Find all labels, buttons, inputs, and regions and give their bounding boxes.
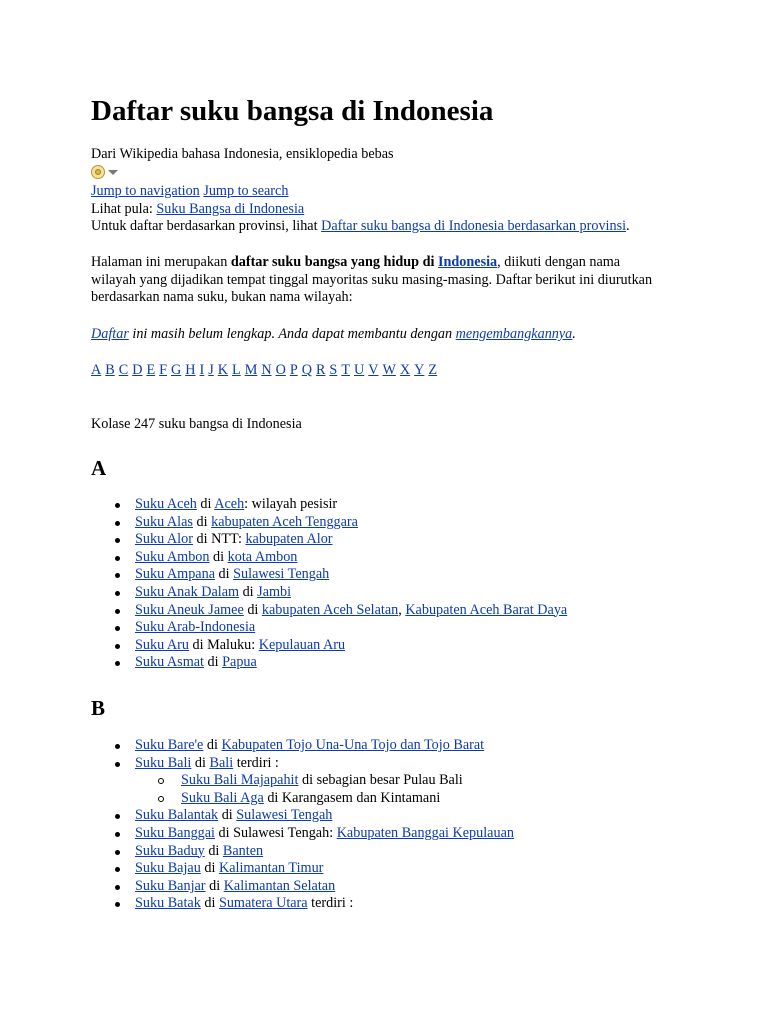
suku-link[interactable]: Suku Aru: [135, 636, 189, 653]
region-link[interactable]: Aceh: [214, 496, 245, 512]
suku-link[interactable]: Suku Bali Aga: [181, 789, 264, 806]
region-link[interactable]: Kepulauan Aru: [258, 636, 346, 653]
suku-link[interactable]: Suku Baduy: [135, 842, 205, 859]
suku-link[interactable]: Suku Bajau: [135, 860, 201, 877]
section-heading-b: B: [91, 696, 106, 720]
chevron-down-icon[interactable]: [108, 170, 118, 175]
list-text: di: [200, 860, 219, 877]
list-text: terdiri :: [307, 895, 354, 912]
alphabet-link[interactable]: Y: [414, 362, 425, 378]
region-link[interactable]: Sulawesi Tengah: [236, 807, 333, 824]
list-text: di: [196, 496, 215, 512]
list-text: di: [191, 754, 210, 771]
suku-link[interactable]: Suku Bali: [135, 754, 192, 771]
notice-suffix: .: [572, 326, 576, 342]
see-also: [91, 201, 304, 219]
region-link[interactable]: kota Ambon: [227, 548, 298, 565]
intro-text-2: , diikuti dengan nama wilayah yang dijadikan tempat tinggal mayoritas suku masing-masing. Daftar berikut ini diurutkan berdasarkan nama suku, bukan nama wilayah:: [91, 254, 653, 306]
list-text: di sebagian besar Pulau Bali: [298, 772, 463, 789]
list-item: [91, 737, 514, 755]
alphabet-link[interactable]: S: [329, 362, 338, 378]
suku-list-b: [91, 737, 514, 913]
region-link[interactable]: Kabupaten Aceh Barat Daya: [405, 601, 568, 618]
jump-links: [91, 183, 288, 201]
list-item: [91, 531, 567, 549]
list-item: [91, 637, 567, 655]
suku-link[interactable]: Suku Anak Dalam: [135, 583, 240, 600]
list-text: di: [203, 654, 223, 671]
region-link[interactable]: Kabupaten Banggai Kepulauan: [336, 824, 514, 841]
speaker-icon[interactable]: [91, 165, 105, 179]
alphabet-link[interactable]: V: [368, 362, 379, 378]
section-heading-a: A: [91, 456, 107, 480]
alphabet-link[interactable]: C: [118, 362, 129, 378]
region-link[interactable]: Banten: [222, 842, 264, 859]
list-item: [91, 878, 514, 896]
suku-link[interactable]: Suku Ampana: [135, 566, 215, 583]
region-link[interactable]: Kalimantan Timur: [218, 860, 324, 877]
list-item: [91, 654, 567, 672]
suku-link[interactable]: Suku Alor: [135, 531, 193, 548]
page-title: Daftar suku bangsa di Indonesia: [91, 95, 494, 127]
list-text: di: [243, 601, 262, 618]
alphabet-link[interactable]: K: [217, 362, 229, 378]
sub-list-item: [91, 790, 514, 808]
alphabet-link[interactable]: R: [315, 362, 326, 378]
tagline: Dari Wikipedia bahasa Indonesia, ensiklopedia bebas: [91, 146, 394, 162]
alphabet-link[interactable]: X: [399, 362, 411, 378]
region-link[interactable]: Bali: [209, 754, 234, 771]
alphabet-link[interactable]: Q: [301, 362, 312, 378]
list-text: di Maluku:: [189, 636, 259, 653]
notice-text: ini masih belum lengkap. Anda dapat membantu dengan: [128, 326, 456, 342]
list-item: [91, 514, 567, 532]
suku-link[interactable]: Suku Aceh: [135, 496, 197, 512]
alphabet-link[interactable]: O: [275, 362, 286, 378]
alphabet-link[interactable]: N: [261, 362, 272, 378]
list-item: [91, 807, 514, 825]
list-text: terdiri :: [233, 754, 279, 771]
alphabet-link[interactable]: M: [244, 362, 258, 378]
province-note: [91, 218, 630, 236]
alphabet-link[interactable]: U: [353, 362, 365, 378]
list-item: [91, 496, 567, 514]
list-text: di: [192, 513, 212, 530]
list-item: [91, 825, 514, 843]
list-text: di: [203, 737, 222, 753]
list-text: di Sulawesi Tengah:: [215, 824, 337, 841]
suku-link[interactable]: Suku Bare'e: [135, 737, 204, 753]
list-text: di Karangasem dan Kintamani: [263, 789, 441, 806]
alphabet-link[interactable]: D: [132, 362, 143, 378]
list-text: di: [200, 895, 219, 912]
list-item: [91, 584, 567, 602]
alphabet-link[interactable]: E: [146, 362, 156, 378]
suku-link[interactable]: Suku Bali Majapahit: [181, 772, 299, 789]
suku-link[interactable]: Suku Balantak: [135, 807, 219, 824]
suku-link[interactable]: Suku Banjar: [135, 877, 206, 894]
indonesia-link[interactable]: Indonesia: [438, 254, 498, 270]
list-text: : wilayah pesisir: [244, 496, 338, 512]
suku-link[interactable]: Suku Aneuk Jamee: [135, 601, 244, 618]
list-item: [91, 860, 514, 878]
alphabet-link[interactable]: W: [382, 362, 396, 378]
list-text: di NTT:: [192, 531, 246, 548]
region-link[interactable]: Sumatera Utara: [218, 895, 308, 912]
alphabet-link[interactable]: L: [232, 362, 241, 378]
image-caption: Kolase 247 suku bangsa di Indonesia: [91, 416, 302, 432]
intro-paragraph: [91, 254, 666, 307]
suku-list-a: [91, 496, 567, 672]
region-link[interactable]: kabupaten Aceh Selatan: [261, 601, 399, 618]
region-link[interactable]: Papua: [222, 654, 257, 671]
intro-bold: daftar suku bangsa yang hidup di: [230, 254, 438, 270]
list-text: di: [215, 566, 234, 583]
incomplete-list-notice: [91, 326, 576, 344]
see-also-prefix: Lihat pula:: [91, 201, 157, 217]
alphabet-link[interactable]: P: [289, 362, 298, 378]
suku-link[interactable]: Suku Ambon: [135, 548, 210, 565]
alphabet-link[interactable]: Z: [428, 362, 438, 378]
alphabet-link[interactable]: J: [208, 362, 214, 378]
expand-link[interactable]: mengembangkannya: [455, 326, 573, 342]
alphabet-link[interactable]: G: [171, 362, 182, 378]
region-link[interactable]: kabupaten Aceh Tenggara: [211, 513, 358, 530]
suku-link[interactable]: Suku Arab-Indonesia: [135, 619, 256, 636]
list-text: di: [218, 807, 237, 824]
region-link[interactable]: Jambi: [257, 583, 292, 600]
jump-to-navigation-link[interactable]: Jump to navigation: [91, 183, 200, 199]
alphabet-link[interactable]: A: [91, 362, 102, 378]
audio-player[interactable]: [91, 165, 118, 179]
alphabet-link[interactable]: F: [159, 362, 167, 378]
sub-list-item: [91, 772, 514, 790]
intro-text-1: Halaman ini merupakan: [91, 254, 231, 270]
suku-link[interactable]: Suku Batak: [135, 895, 201, 912]
suku-link[interactable]: Suku Asmat: [135, 654, 204, 671]
region-link[interactable]: kabupaten Alor: [245, 531, 333, 548]
region-link[interactable]: Kalimantan Selatan: [223, 877, 336, 894]
alphabet-link[interactable]: T: [341, 362, 350, 378]
alphabet-index: [91, 362, 441, 380]
list-text: di: [209, 548, 228, 565]
list-text: di: [204, 842, 223, 859]
list-item: [91, 602, 567, 620]
suku-link[interactable]: Suku Banggai: [135, 824, 215, 841]
alphabet-link[interactable]: I: [199, 362, 205, 378]
suku-link[interactable]: Suku Alas: [135, 513, 193, 530]
list-item: [91, 619, 567, 637]
list-item: [91, 566, 567, 584]
list-text: di: [205, 877, 224, 894]
see-also-link[interactable]: Suku Bangsa di Indonesia: [156, 201, 305, 217]
list-item: [91, 895, 514, 913]
region-link[interactable]: Kabupaten Tojo Una-Una Tojo dan Tojo Barat: [221, 737, 485, 753]
region-link[interactable]: Sulawesi Tengah: [233, 566, 330, 583]
jump-to-search-link[interactable]: Jump to search: [203, 183, 289, 199]
province-note-prefix: Untuk daftar berdasarkan provinsi, lihat: [91, 218, 322, 234]
notice-list-link[interactable]: Daftar: [91, 326, 129, 342]
alphabet-link[interactable]: B: [105, 362, 115, 378]
list-item: [91, 755, 514, 773]
list-text: ,: [398, 601, 406, 618]
list-item: [91, 549, 567, 567]
province-note-suffix: .: [626, 218, 630, 234]
list-item: [91, 843, 514, 861]
alphabet-link[interactable]: H: [185, 362, 196, 378]
list-text: di: [239, 583, 258, 600]
province-list-link[interactable]: Daftar suku bangsa di Indonesia berdasarkan provinsi: [321, 218, 627, 234]
